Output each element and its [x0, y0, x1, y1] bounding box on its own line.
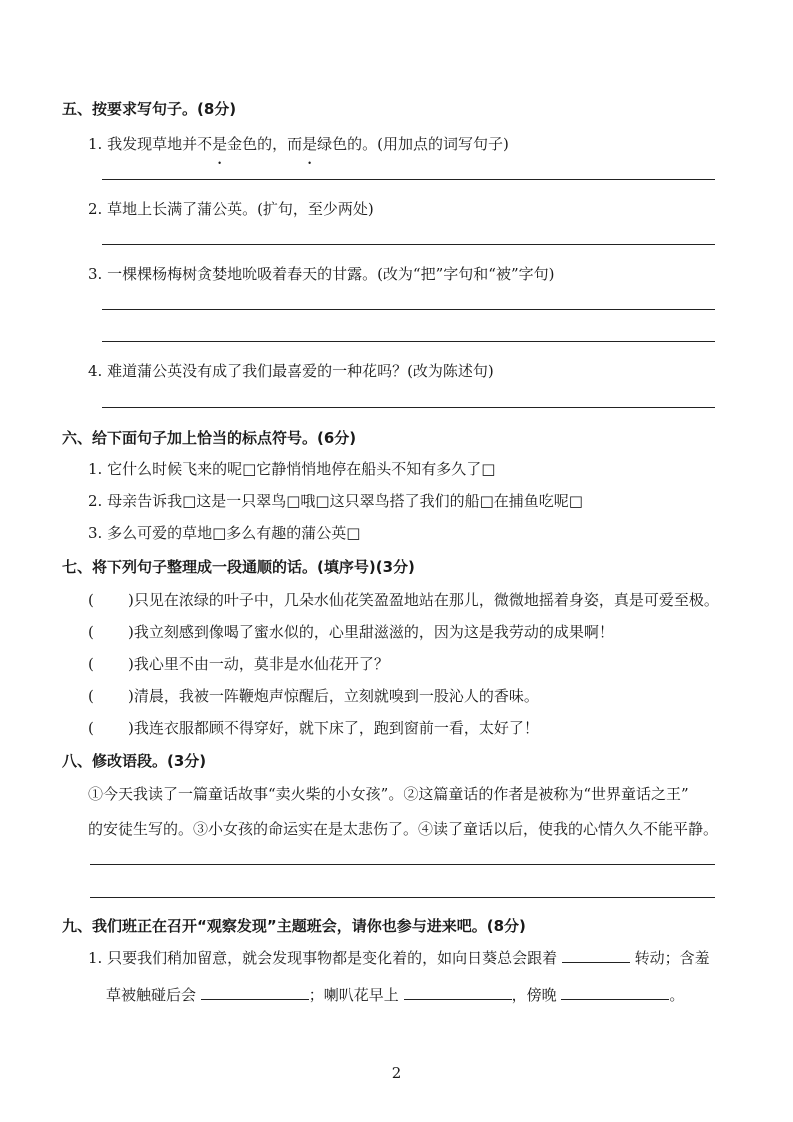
s9-question-1-line-2: [106, 984, 684, 1005]
s7-item-3-answer-slot[interactable]: (: [88, 655, 94, 673]
s9-blank-sunflower[interactable]: [562, 948, 630, 963]
s7-item-1-answer-slot[interactable]: (: [88, 591, 94, 609]
s9-blank-morning-glory-morning[interactable]: [404, 985, 512, 1000]
s8-paragraph-line-1: ①今天我读了一篇童话故事“卖火柴的小女孩”。②这篇童话的作者是被称为“世界童话之王”: [88, 785, 689, 803]
s9-q1-text-b: 转动；含羞: [634, 949, 710, 967]
s5-q1-answer-line[interactable]: [102, 179, 715, 180]
s7-item-5-answer-slot[interactable]: (: [88, 719, 94, 737]
s7-item-4-text: )清晨，我被一阵鞭炮声惊醒后，立刻就嗅到一股沁人的香味。: [128, 687, 539, 705]
s7-item-2-text: )我立刻感到像喝了蜜水似的，心里甜滋滋的，因为这是我劳动的成果啊！: [128, 623, 614, 641]
s5-question-2: 2. 草地上长满了蒲公英。(扩句，至少两处): [88, 200, 374, 218]
s5-q1-text-c: 绿色的。(用加点的词写句子): [317, 135, 509, 153]
s7-item-4-answer-slot[interactable]: (: [88, 687, 94, 705]
s9-q1-text-c: 草被触碰后会: [106, 986, 197, 1004]
s8-paragraph-line-2: 的安徒生写的。③小女孩的命运实在是太悲伤了。④读了童话以后，使我的心情久久不能平静。: [88, 820, 719, 838]
s7-item-4: [88, 685, 539, 706]
s6-question-2: 2. 母亲告诉我□这是一只翠鸟□哦□这只翠鸟搭了我们的船□在捕鱼吃呢□: [88, 492, 583, 510]
s6-question-3: 3. 多么可爱的草地□多么有趣的蒲公英□: [88, 524, 361, 542]
s5-q1-dotted-word-1: 是: [212, 135, 228, 153]
s9-q1-text-e: ，傍晚: [511, 986, 557, 1004]
section-6-title: 六、给下面句子加上恰当的标点符号。(6分): [62, 429, 357, 447]
s7-item-1-text: )只见在浓绿的叶子中，几朵水仙花笑盈盈地站在那儿，微微地摇着身姿，真是可爱至极。: [128, 591, 719, 609]
s9-q1-text-a: 1. 只要我们稍加留意，就会发现事物都是变化着的，如向日葵总会跟着: [88, 949, 558, 967]
s7-item-5-text: )我连衣服都顾不得穿好，就下床了，跑到窗前一看，太好了！: [128, 719, 539, 737]
s9-q1-text-d: ；喇叭花早上: [308, 986, 399, 1004]
s9-blank-morning-glory-evening[interactable]: [561, 985, 669, 1000]
section-5-title: 五、按要求写句子。(8分): [62, 100, 237, 118]
s7-item-3-text: )我心里不由一动，莫非是水仙花开了？: [128, 655, 389, 673]
s5-question-3: 3. 一棵棵杨梅树贪婪地吮吸着春天的甘露。(改为“把”字句和“被”字句): [88, 265, 555, 283]
s9-question-1-line-1: [88, 947, 710, 968]
section-7-title: 七、将下列句子整理成一段通顺的话。(填序号)(3分): [62, 558, 415, 576]
section-9-title: 九、我们班正在召开“观察发现”主题班会，请你也参与进来吧。(8分): [62, 917, 526, 935]
s5-question-4: 4. 难道蒲公英没有成了我们最喜爱的一种花吗？(改为陈述句): [88, 362, 494, 380]
s5-q2-answer-line[interactable]: [102, 244, 715, 245]
s7-item-2: [88, 621, 614, 642]
s7-item-2-answer-slot[interactable]: (: [88, 623, 94, 641]
s5-q1-dotted-word-2: 是: [302, 135, 318, 153]
s7-item-3: [88, 653, 389, 674]
section-8-title: 八、修改语段。(3分): [62, 752, 207, 770]
s5-q3-answer-line-1[interactable]: [102, 309, 715, 310]
s8-answer-line-2[interactable]: [90, 897, 715, 898]
s5-q3-answer-line-2[interactable]: [102, 341, 715, 342]
s5-question-1: [88, 133, 509, 154]
s5-q4-answer-line[interactable]: [102, 407, 715, 408]
s9-q1-text-f: 。: [669, 986, 685, 1004]
s7-item-1: [88, 589, 719, 610]
page-number: 2: [391, 1064, 402, 1082]
s6-question-1: 1. 它什么时候飞来的呢□它静悄悄地停在船头不知有多久了□: [88, 460, 496, 478]
s9-blank-mimosa[interactable]: [201, 985, 309, 1000]
s5-q1-text-b: 金色的，而: [227, 135, 303, 153]
s7-item-5: [88, 717, 539, 738]
s5-q1-text-a: 1. 我发现草地并不: [88, 135, 213, 153]
s8-answer-line-1[interactable]: [90, 864, 715, 865]
